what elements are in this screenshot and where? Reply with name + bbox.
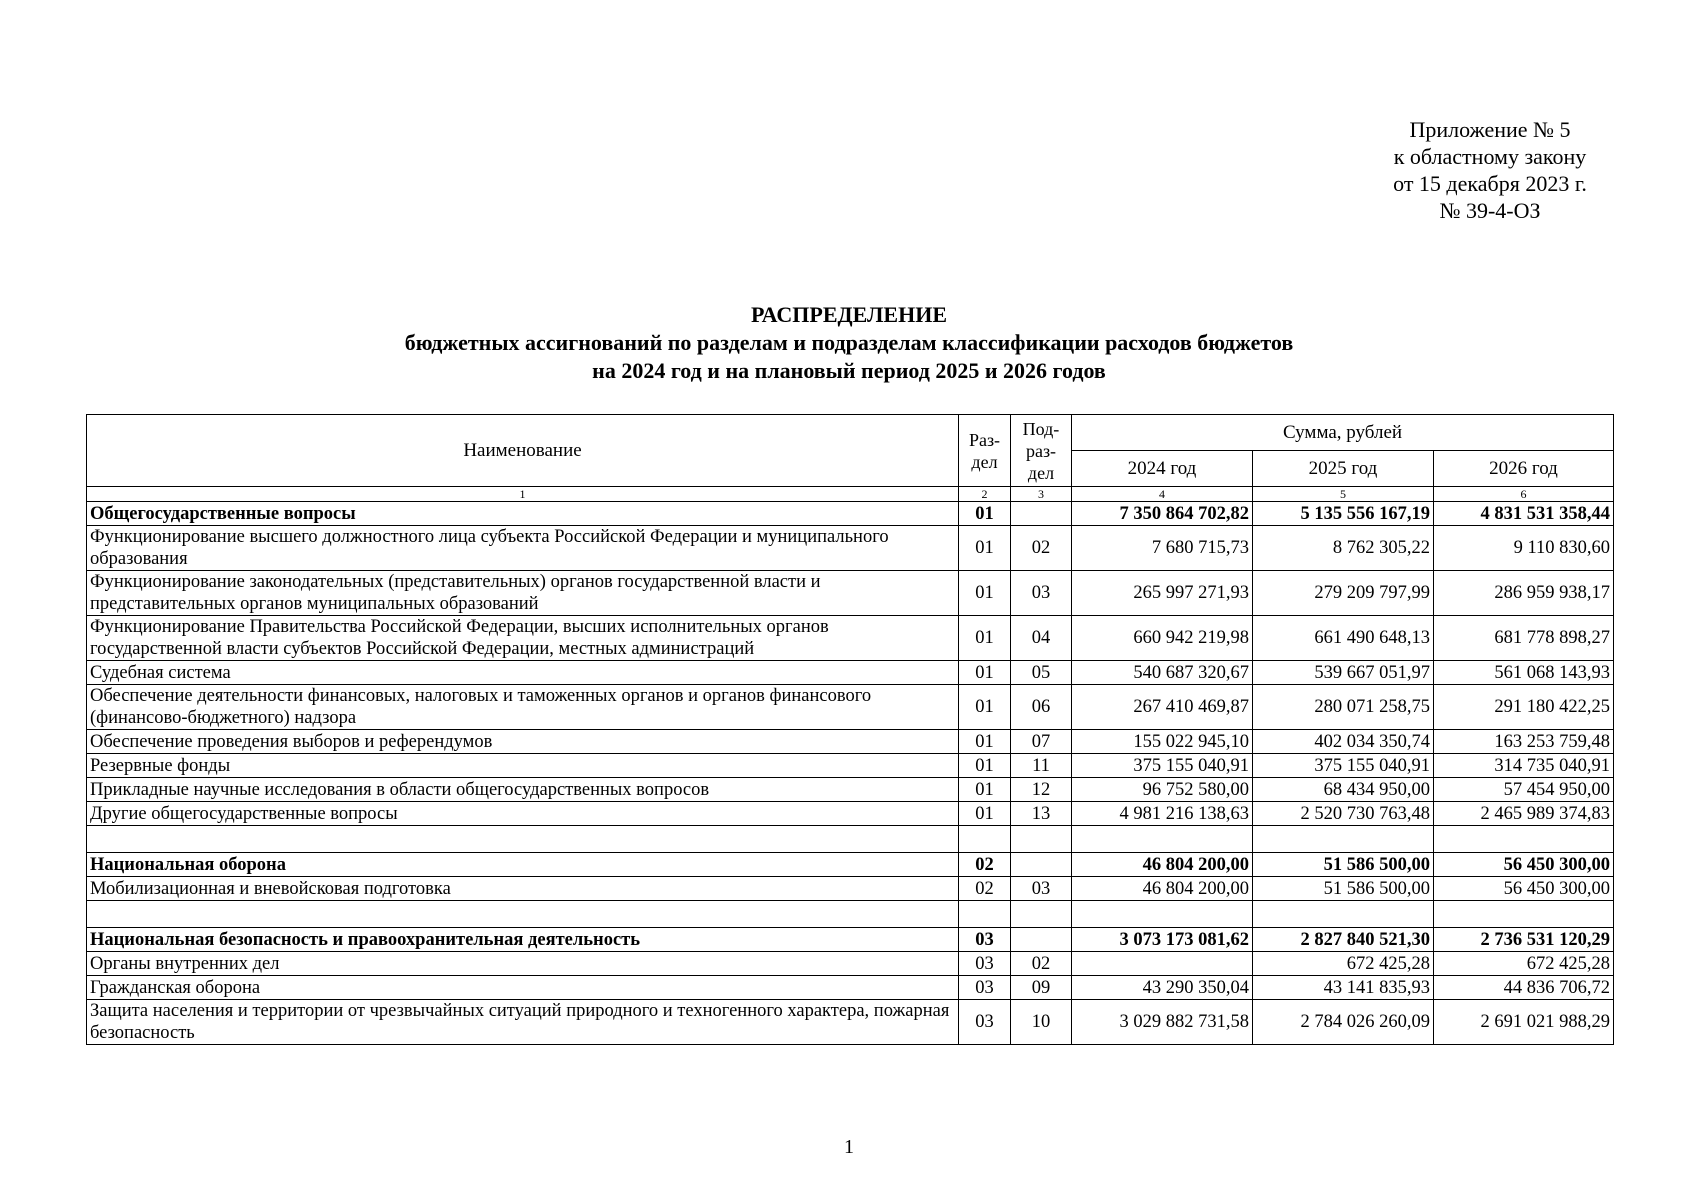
row-section: 01 [959,661,1011,685]
page-number: 1 [844,1136,854,1158]
row-amount-2026: 57 454 950,00 [1434,778,1614,802]
row-amount-2025: 8 762 305,22 [1253,526,1434,571]
header-subsection: Под- раз- дел [1011,415,1072,487]
row-amount-2024: 267 410 469,87 [1072,685,1253,730]
row-section: 02 [959,877,1011,901]
row-name: Защита населения и территории от чрезвычайных ситуаций природного и техногенного характера, пожарная безопасность [87,1000,959,1045]
annex-date: от 15 декабря 2023 г. [1393,171,1587,196]
row-amount-2026: 4 831 531 358,44 [1434,502,1614,526]
row-name: Национальная безопасность и правоохранительная деятельность [87,928,959,952]
row-amount-2026: 2 736 531 120,29 [1434,928,1614,952]
row-name: Гражданская оборона [87,976,959,1000]
header-name: Наименование [87,415,959,487]
row-amount-2026: 2 691 021 988,29 [1434,1000,1614,1045]
row-amount-2026: 681 778 898,27 [1434,616,1614,661]
row-amount-2026: 56 450 300,00 [1434,853,1614,877]
table-row [87,730,1614,754]
row-subsection [1011,502,1072,526]
row-subsection: 03 [1011,877,1072,901]
table-row [87,661,1614,685]
row-amount-2024: 46 804 200,00 [1072,877,1253,901]
row-amount-2024: 3 073 173 081,62 [1072,928,1253,952]
annex-law-number: № 39-4-ОЗ [1439,198,1541,223]
table-row [87,928,1614,952]
row-amount-2024: 375 155 040,91 [1072,754,1253,778]
title-line-1: РАСПРЕДЕЛЕНИЕ [750,302,947,327]
column-number: 6 [1434,487,1614,502]
column-number: 4 [1072,487,1253,502]
row-subsection: 03 [1011,571,1072,616]
row-amount-2024: 540 687 320,67 [1072,661,1253,685]
row-subsection [1011,928,1072,952]
row-amount-2024: 155 022 945,10 [1072,730,1253,754]
row-amount-2024: 265 997 271,93 [1072,571,1253,616]
header-section: Раз- дел [959,415,1011,487]
row-amount-2024 [1072,952,1253,976]
budget-table [86,414,1614,1045]
row-amount-2025: 5 135 556 167,19 [1253,502,1434,526]
column-numbers-row [87,487,1614,502]
table-row [87,502,1614,526]
row-section: 03 [959,928,1011,952]
header-2026: 2026 год [1434,451,1614,487]
row-name: Функционирование Правительства Российской Федерации, высших исполнительных органов государственной власти субъектов Российской Федерации, местных администраций [87,616,959,661]
column-number: 5 [1253,487,1434,502]
title-line-2: бюджетных ассигнований по разделам и подразделам классификации расходов бюджетов [404,330,1294,355]
title-line-3: на 2024 год и на плановый период 2025 и 2026 годов [592,358,1106,383]
row-amount-2025: 68 434 950,00 [1253,778,1434,802]
row-subsection: 04 [1011,616,1072,661]
row-subsection: 07 [1011,730,1072,754]
row-name: Функционирование законодательных (представительных) органов государственной власти и представительных органов муниципальных образований [87,571,959,616]
row-section: 01 [959,730,1011,754]
row-name: Общегосударственные вопросы [87,502,959,526]
header-2024: 2024 год [1072,451,1253,487]
table-row [87,754,1614,778]
row-section: 01 [959,526,1011,571]
row-amount-2024: 7 680 715,73 [1072,526,1253,571]
row-section: 01 [959,571,1011,616]
row-amount-2026: 314 735 040,91 [1434,754,1614,778]
row-amount-2025: 539 667 051,97 [1253,661,1434,685]
row-subsection: 12 [1011,778,1072,802]
row-amount-2026: 286 959 938,17 [1434,571,1614,616]
row-amount-2025: 2 784 026 260,09 [1253,1000,1434,1045]
row-name: Национальная оборона [87,853,959,877]
row-name: Функционирование высшего должностного лица субъекта Российской Федерации и муниципального образования [87,526,959,571]
row-section: 03 [959,976,1011,1000]
row-section: 01 [959,502,1011,526]
row-name: Резервные фонды [87,754,959,778]
table-row [87,952,1614,976]
column-number: 1 [87,487,959,502]
row-section: 02 [959,853,1011,877]
row-name: Обеспечение деятельности финансовых, налоговых и таможенных органов и органов финансового (финансово-бюджетного) надзора [87,685,959,730]
table-row [87,571,1614,616]
table-row [87,526,1614,571]
table-row [87,802,1614,826]
table-row [87,1000,1614,1045]
spacer-row [87,826,1614,853]
row-amount-2026: 56 450 300,00 [1434,877,1614,901]
column-number: 2 [959,487,1011,502]
row-name: Органы внутренних дел [87,952,959,976]
row-section: 03 [959,1000,1011,1045]
row-subsection: 11 [1011,754,1072,778]
table-row [87,685,1614,730]
row-amount-2025: 2 827 840 521,30 [1253,928,1434,952]
row-amount-2024: 660 942 219,98 [1072,616,1253,661]
row-amount-2025: 43 141 835,93 [1253,976,1434,1000]
annex-title: Приложение № 5 [1409,117,1571,142]
row-amount-2024: 46 804 200,00 [1072,853,1253,877]
row-subsection: 06 [1011,685,1072,730]
spacer-row [87,901,1614,928]
row-amount-2024: 43 290 350,04 [1072,976,1253,1000]
row-section: 01 [959,778,1011,802]
row-amount-2026: 291 180 422,25 [1434,685,1614,730]
row-amount-2026: 672 425,28 [1434,952,1614,976]
row-subsection: 10 [1011,1000,1072,1045]
row-name: Мобилизационная и вневойсковая подготовка [87,877,959,901]
document-title [86,301,1612,385]
table-row [87,976,1614,1000]
row-amount-2025: 661 490 648,13 [1253,616,1434,661]
row-name: Судебная система [87,661,959,685]
column-number: 3 [1011,487,1072,502]
row-amount-2024: 96 752 580,00 [1072,778,1253,802]
header-sum: Сумма, рублей [1072,415,1614,451]
row-section: 01 [959,616,1011,661]
header-2025: 2025 год [1253,451,1434,487]
row-subsection: 13 [1011,802,1072,826]
row-section: 01 [959,754,1011,778]
table-row [87,616,1614,661]
row-amount-2026: 163 253 759,48 [1434,730,1614,754]
row-amount-2026: 561 068 143,93 [1434,661,1614,685]
row-section: 01 [959,685,1011,730]
row-amount-2024: 3 029 882 731,58 [1072,1000,1253,1045]
row-subsection: 02 [1011,952,1072,976]
row-amount-2025: 279 209 797,99 [1253,571,1434,616]
row-amount-2025: 280 071 258,75 [1253,685,1434,730]
row-amount-2026: 9 110 830,60 [1434,526,1614,571]
row-amount-2026: 44 836 706,72 [1434,976,1614,1000]
annex-law-ref: к областному закону [1393,144,1587,169]
table-row [87,877,1614,901]
row-amount-2025: 402 034 350,74 [1253,730,1434,754]
annex-block [1370,116,1610,224]
row-amount-2026: 2 465 989 374,83 [1434,802,1614,826]
row-subsection: 09 [1011,976,1072,1000]
row-name: Прикладные научные исследования в области общегосударственных вопросов [87,778,959,802]
table-row [87,853,1614,877]
row-section: 03 [959,952,1011,976]
row-amount-2025: 375 155 040,91 [1253,754,1434,778]
table-row [87,778,1614,802]
row-amount-2024: 4 981 216 138,63 [1072,802,1253,826]
row-amount-2025: 51 586 500,00 [1253,877,1434,901]
row-name: Обеспечение проведения выборов и референдумов [87,730,959,754]
row-subsection [1011,853,1072,877]
row-subsection: 05 [1011,661,1072,685]
row-name: Другие общегосударственные вопросы [87,802,959,826]
row-subsection: 02 [1011,526,1072,571]
row-amount-2025: 51 586 500,00 [1253,853,1434,877]
row-amount-2025: 2 520 730 763,48 [1253,802,1434,826]
row-section: 01 [959,802,1011,826]
row-amount-2024: 7 350 864 702,82 [1072,502,1253,526]
row-amount-2025: 672 425,28 [1253,952,1434,976]
